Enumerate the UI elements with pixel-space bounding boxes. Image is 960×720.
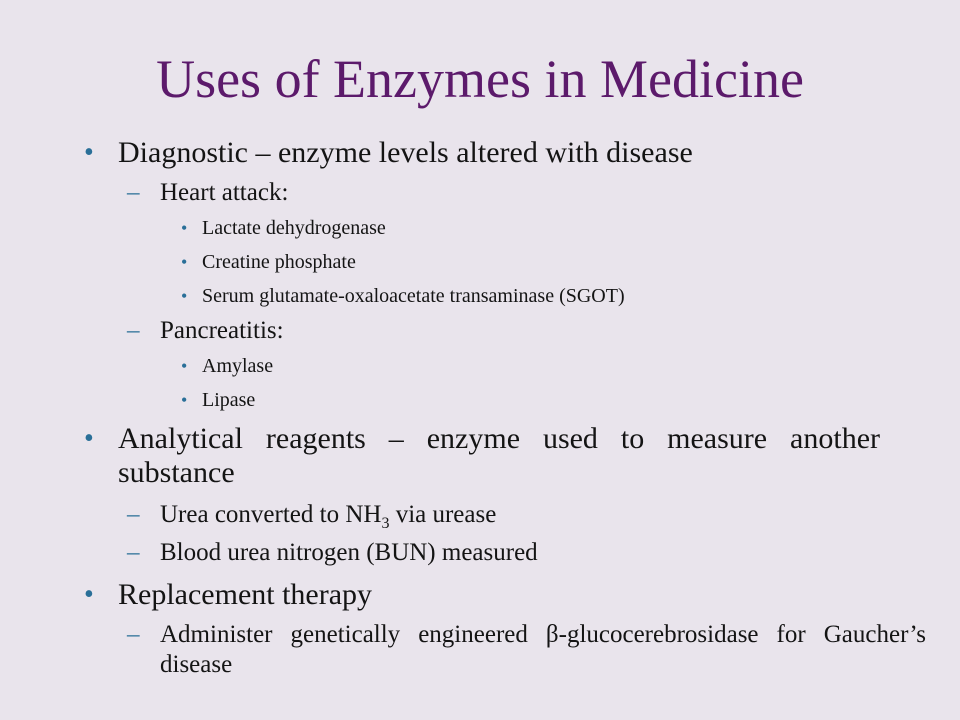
dash-marker: –: [127, 179, 140, 206]
subbullet-urea: [0, 500, 960, 530]
bullet-replacement: [0, 578, 960, 612]
list-item-text: Amylase: [202, 355, 274, 377]
bullet-dot: •: [181, 390, 188, 410]
list-item-text: Lipase: [202, 389, 256, 411]
dash-marker: –: [127, 539, 140, 566]
list-item-text: Creatine phosphate: [202, 251, 356, 273]
bullet-dot: •: [84, 579, 94, 610]
subbullet-text-pre: Urea converted to NH: [160, 501, 382, 528]
dash-marker: –: [127, 501, 140, 528]
dash-marker: –: [127, 317, 140, 344]
list-item-text: Serum glutamate-oxaloacetate transaminase (SGOT): [202, 285, 625, 307]
subscript: 3: [381, 515, 390, 532]
bullet-dot: •: [181, 286, 188, 306]
dash-marker: –: [127, 621, 140, 648]
bullet-dot: •: [181, 218, 188, 238]
bullet-dot: •: [84, 423, 94, 454]
list-item-lactate: [0, 216, 960, 240]
bullet-dot: •: [181, 356, 188, 376]
slide-content: [0, 136, 960, 680]
subbullet-administer: [0, 620, 926, 680]
subbullet-text: Pancreatitis:: [160, 317, 284, 344]
subbullet-heart-attack: [0, 178, 960, 208]
list-item-amylase: [0, 354, 960, 378]
subbullet-bun: [0, 538, 960, 568]
subbullet-text: Administer genetically engineered β-glucocerebrosidase for Gaucher’s disease: [160, 621, 926, 678]
bullet-analytical: [0, 422, 880, 490]
bullet-text: Diagnostic – enzyme levels altered with disease: [118, 136, 693, 169]
subbullet-text: Heart attack:: [160, 179, 289, 206]
subbullet-text-post: via urease: [389, 501, 497, 528]
bullet-text: Analytical reagents – enzyme used to measure another substance: [118, 422, 880, 489]
bullet-dot: •: [181, 252, 188, 272]
list-item-sgot: [0, 284, 960, 308]
bullet-text: Replacement therapy: [118, 578, 373, 611]
subbullet-pancreatitis: [0, 316, 960, 346]
slide-title: Uses of Enzymes in Medicine: [156, 49, 804, 109]
list-item-lipase: [0, 388, 960, 412]
list-item-text: Lactate dehydrogenase: [202, 217, 386, 239]
list-item-creatine: [0, 250, 960, 274]
bullet-dot: •: [84, 137, 94, 168]
bullet-diagnostic: [0, 136, 960, 170]
subbullet-text: Blood urea nitrogen (BUN) measured: [160, 539, 538, 566]
